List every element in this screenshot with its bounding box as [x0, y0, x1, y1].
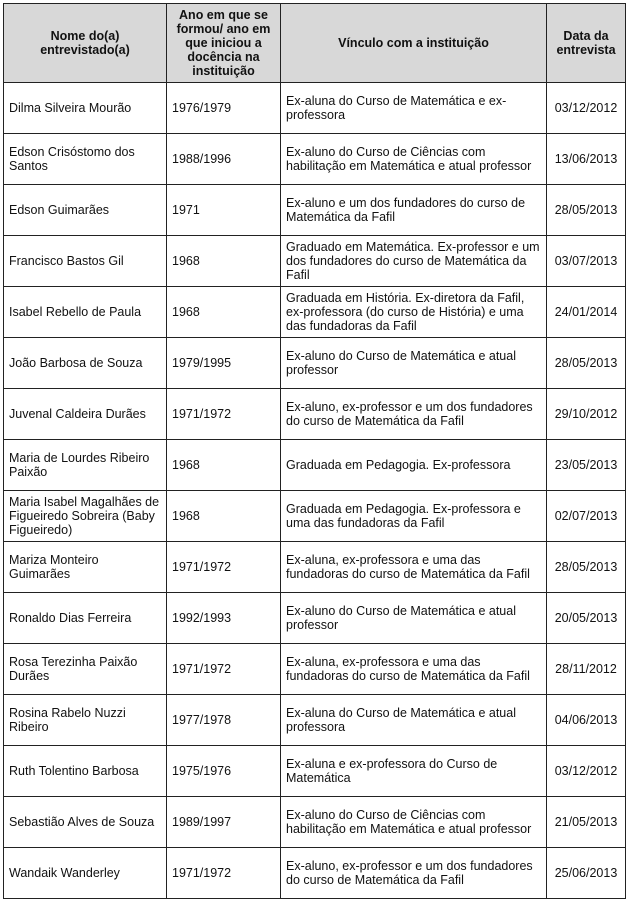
cell-date: 25/06/2013 [547, 848, 626, 899]
cell-year: 1971/1972 [167, 542, 281, 593]
table-row [4, 185, 626, 236]
cell-name: Mariza Monteiro Guimarães [4, 542, 167, 593]
cell-year: 1989/1997 [167, 797, 281, 848]
cell-date: 24/01/2014 [547, 287, 626, 338]
cell-link: Ex-aluno do Curso de Matemática e atual professor [281, 338, 547, 389]
cell-name: Francisco Bastos Gil [4, 236, 167, 287]
cell-link: Graduado em Matemática. Ex-professor e um dos fundadores do curso de Matemática da Fafil [281, 236, 547, 287]
cell-date: 02/07/2013 [547, 491, 626, 542]
cell-link: Ex-aluna do Curso de Matemática e atual professora [281, 695, 547, 746]
cell-name: Isabel Rebello de Paula [4, 287, 167, 338]
table-row [4, 287, 626, 338]
cell-name: Ruth Tolentino Barbosa [4, 746, 167, 797]
cell-year: 1977/1978 [167, 695, 281, 746]
cell-year: 1971/1972 [167, 389, 281, 440]
header-year: Ano em que se formou/ ano em que iniciou a docência na instituição [167, 4, 281, 83]
cell-year: 1975/1976 [167, 746, 281, 797]
cell-year: 1988/1996 [167, 134, 281, 185]
cell-year: 1971 [167, 185, 281, 236]
cell-year: 1968 [167, 440, 281, 491]
cell-name: Dilma Silveira Mourão [4, 83, 167, 134]
table-row [4, 746, 626, 797]
cell-link: Graduada em Pedagogia. Ex-professora [281, 440, 547, 491]
cell-link: Ex-aluno do Curso de Ciências com habilitação em Matemática e atual professor [281, 797, 547, 848]
cell-date: 03/12/2012 [547, 746, 626, 797]
table-row [4, 440, 626, 491]
cell-link: Ex-aluna, ex-professora e uma das fundadoras do curso de Matemática da Fafil [281, 542, 547, 593]
cell-date: 28/05/2013 [547, 338, 626, 389]
table-row [4, 695, 626, 746]
cell-date: 23/05/2013 [547, 440, 626, 491]
cell-year: 1968 [167, 287, 281, 338]
table-row [4, 236, 626, 287]
cell-name: Rosina Rabelo Nuzzi Ribeiro [4, 695, 167, 746]
header-link: Vínculo com a instituição [281, 4, 547, 83]
cell-year: 1992/1993 [167, 593, 281, 644]
cell-link: Ex-aluna e ex-professora do Curso de Matemática [281, 746, 547, 797]
cell-date: 04/06/2013 [547, 695, 626, 746]
cell-link: Ex-aluno do Curso de Matemática e atual professor [281, 593, 547, 644]
cell-name: Edson Guimarães [4, 185, 167, 236]
cell-name: Ronaldo Dias Ferreira [4, 593, 167, 644]
cell-name: Maria Isabel Magalhães de Figueiredo Sobreira (Baby Figueiredo) [4, 491, 167, 542]
cell-year: 1976/1979 [167, 83, 281, 134]
cell-name: Edson Crisóstomo dos Santos [4, 134, 167, 185]
table-row [4, 338, 626, 389]
cell-name: Maria de Lourdes Ribeiro Paixão [4, 440, 167, 491]
cell-link: Ex-aluno e um dos fundadores do curso de Matemática da Fafil [281, 185, 547, 236]
table-row [4, 83, 626, 134]
cell-date: 03/12/2012 [547, 83, 626, 134]
cell-year: 1971/1972 [167, 644, 281, 695]
header-name: Nome do(a) entrevistado(a) [4, 4, 167, 83]
cell-date: 28/05/2013 [547, 542, 626, 593]
table-row [4, 389, 626, 440]
table-row [4, 593, 626, 644]
cell-name: Wandaik Wanderley [4, 848, 167, 899]
cell-year: 1979/1995 [167, 338, 281, 389]
table-row [4, 491, 626, 542]
cell-name: Rosa Terezinha Paixão Durães [4, 644, 167, 695]
table-row [4, 797, 626, 848]
cell-date: 28/05/2013 [547, 185, 626, 236]
header-row [4, 4, 626, 83]
cell-year: 1971/1972 [167, 848, 281, 899]
cell-link: Graduada em História. Ex-diretora da Fafil, ex-professora (do curso de História) e uma das fundadoras da Fafil [281, 287, 547, 338]
cell-year: 1968 [167, 236, 281, 287]
cell-date: 28/11/2012 [547, 644, 626, 695]
cell-date: 13/06/2013 [547, 134, 626, 185]
cell-name: Juvenal Caldeira Durães [4, 389, 167, 440]
table-row [4, 542, 626, 593]
cell-link: Ex-aluno do Curso de Ciências com habilitação em Matemática e atual professor [281, 134, 547, 185]
cell-link: Ex-aluno, ex-professor e um dos fundadores do curso de Matemática da Fafil [281, 389, 547, 440]
cell-name: Sebastião Alves de Souza [4, 797, 167, 848]
interviewees-table [3, 3, 626, 899]
cell-link: Ex-aluna do Curso de Matemática e ex-professora [281, 83, 547, 134]
cell-date: 20/05/2013 [547, 593, 626, 644]
table-row [4, 848, 626, 899]
header-date: Data da entrevista [547, 4, 626, 83]
cell-link: Ex-aluno, ex-professor e um dos fundadores do curso de Matemática da Fafil [281, 848, 547, 899]
cell-date: 29/10/2012 [547, 389, 626, 440]
table-row [4, 134, 626, 185]
cell-link: Ex-aluna, ex-professora e uma das fundadoras do curso de Matemática da Fafil [281, 644, 547, 695]
table-row [4, 644, 626, 695]
cell-date: 21/05/2013 [547, 797, 626, 848]
cell-date: 03/07/2013 [547, 236, 626, 287]
cell-name: João Barbosa de Souza [4, 338, 167, 389]
cell-year: 1968 [167, 491, 281, 542]
cell-link: Graduada em Pedagogia. Ex-professora e uma das fundadoras da Fafil [281, 491, 547, 542]
